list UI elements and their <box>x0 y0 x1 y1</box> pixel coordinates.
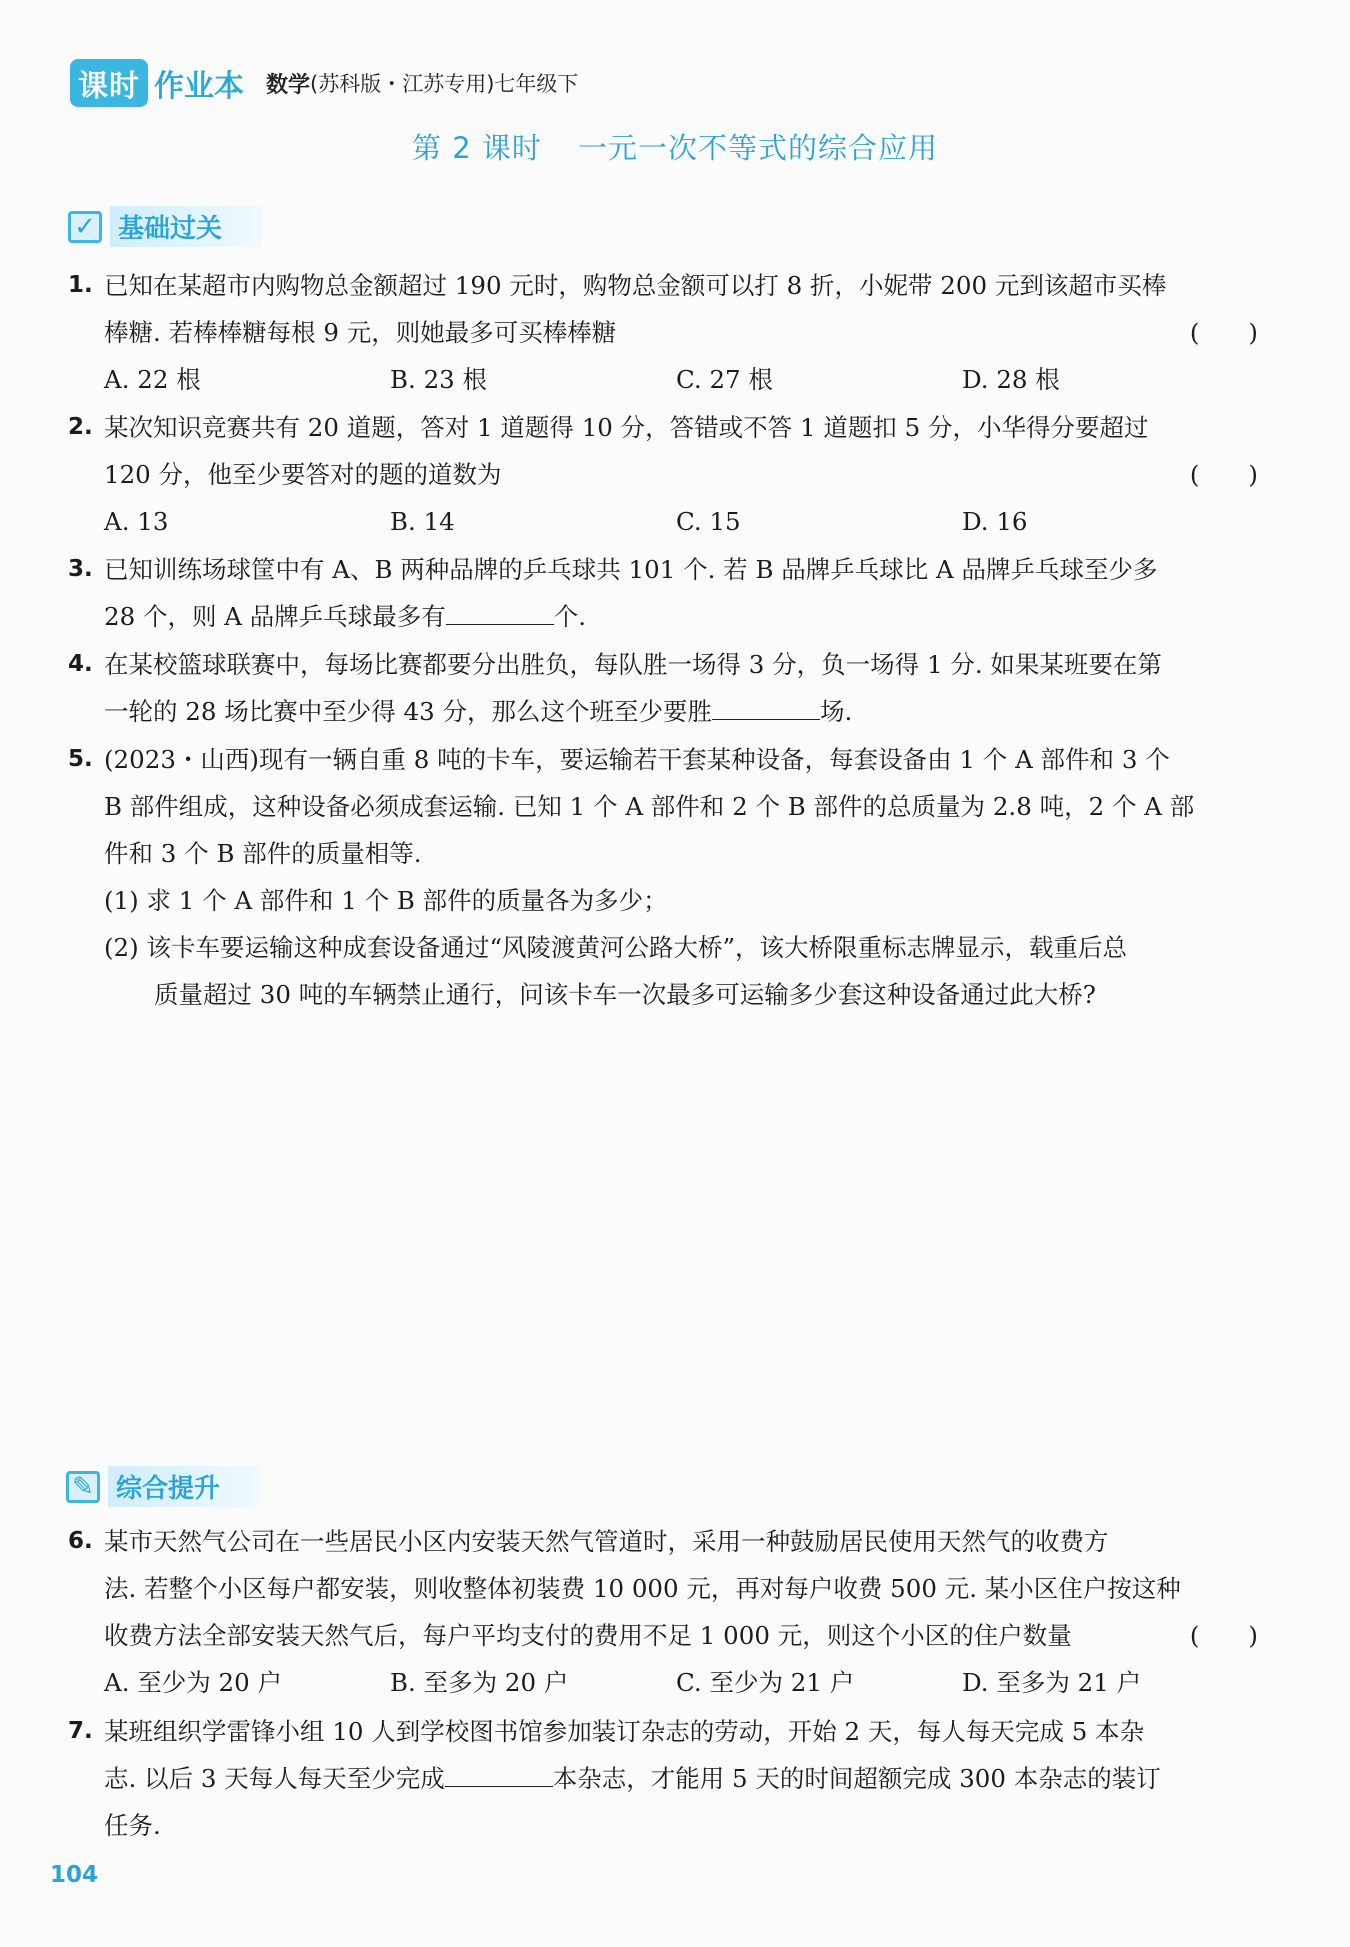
logo-box: 课时 <box>70 59 148 107</box>
book-logo <box>70 59 244 107</box>
page-number: 104 <box>50 1862 99 1888</box>
logo-text: 作业本 <box>154 69 244 104</box>
question-text: (2023・山西)现有一辆自重 8 吨的卡车，要运输若干套某种设备，每套设备由 1 个 A 部件和 3 个 <box>104 745 1170 774</box>
option-b: B. 至多为 20 户 <box>390 1668 569 1697</box>
question-text: 已知训练场球筐中有 A、B 两种品牌的乒乓球共 101 个. 若 B 品牌乒乓球比 A 品牌乒乓球至少多 <box>104 555 1158 584</box>
sub-question-1: (1) 求 1 个 A 部件和 1 个 B 部件的质量各为多少； <box>104 886 668 915</box>
sub-questions <box>104 877 1258 1018</box>
section-basic <box>68 206 262 247</box>
header-subject: 数学 <box>266 72 311 98</box>
option-c: C. 27 根 <box>676 365 773 394</box>
question-text: 120 分，他至少要答对的题的道数为 <box>104 460 502 489</box>
question-text: 法. 若整个小区每户都安装，则收整体初装费 10 000 元，再对每户收费 500 元. 某小区住户按这种 <box>104 1574 1181 1603</box>
question-text: 任务. <box>104 1811 161 1840</box>
answer-blank <box>446 598 554 625</box>
question-text: 本杂志，才能用 5 天的时间超额完成 300 本杂志的装订 <box>552 1764 1161 1793</box>
question-number: 2. <box>68 414 93 440</box>
option-b: B. 14 <box>390 507 455 536</box>
section-basic-label: 基础过关 <box>110 206 262 247</box>
question-number: 7. <box>68 1718 93 1744</box>
checkmark-icon: ✓ <box>68 211 102 243</box>
question-text: 个. <box>553 602 587 631</box>
lesson-topic: 一元一次不等式的综合应用 <box>577 131 938 165</box>
question-number: 4. <box>68 651 93 677</box>
question-text: 志. 以后 3 天每人每天至少完成 <box>104 1764 445 1793</box>
question-text: 某市天然气公司在一些居民小区内安装天然气管道时，采用一种鼓励居民使用天然气的收费方 <box>104 1527 1109 1556</box>
question-text: 收费方法全部安装天然气后，每户平均支付的费用不足 1 000 元，则这个小区的住户数量 <box>104 1621 1072 1650</box>
question-2 <box>68 404 1258 545</box>
question-number: 5. <box>68 746 93 772</box>
options <box>104 498 1258 545</box>
question-number: 6. <box>68 1528 93 1554</box>
option-c: C. 15 <box>676 507 741 536</box>
answer-paren: ( ) <box>1189 460 1258 489</box>
option-d: D. 16 <box>962 507 1028 536</box>
question-text: 在某校篮球联赛中，每场比赛都要分出胜负，每队胜一场得 3 分，负一场得 1 分. 如果某班要在第 <box>104 650 1162 679</box>
option-a: A. 至少为 20 户 <box>104 1668 283 1697</box>
question-number: 3. <box>68 556 93 582</box>
question-5 <box>68 736 1258 1018</box>
question-text: 件和 3 个 B 部件的质量相等. <box>104 839 422 868</box>
option-d: D. 28 根 <box>962 365 1060 394</box>
answer-blank <box>445 1760 553 1787</box>
question-6 <box>68 1518 1258 1706</box>
options <box>104 1659 1258 1706</box>
question-number: 1. <box>68 272 93 298</box>
option-a: A. 22 根 <box>104 365 201 394</box>
question-text: 场. <box>820 697 853 726</box>
section-advanced <box>66 1466 260 1507</box>
option-b: B. 23 根 <box>390 365 488 394</box>
question-text: 一轮的 28 场比赛中至少得 43 分，那么这个班至少要胜 <box>104 697 712 726</box>
question-text: 已知在某超市内购物总金额超过 190 元时，购物总金额可以打 8 折，小妮带 200 元到该超市买棒 <box>104 271 1167 300</box>
option-a: A. 13 <box>104 507 169 536</box>
question-text: 棒糖. 若棒棒糖每根 9 元，则她最多可买棒棒糖 <box>104 318 617 347</box>
sub-question-2-cont: 质量超过 30 吨的车辆禁止通行，问该卡车一次最多可运输多少套这种设备通过此大桥? <box>154 980 1096 1009</box>
question-7 <box>68 1708 1258 1849</box>
lesson-title <box>0 126 1350 167</box>
question-1 <box>68 262 1258 403</box>
question-3 <box>68 546 1258 640</box>
answer-blank <box>712 693 820 720</box>
lesson-number: 第 2 课时 <box>412 131 542 165</box>
section-advanced-label: 综合提升 <box>108 1466 260 1507</box>
question-text: 某班组织学雷锋小组 10 人到学校图书馆参加装订杂志的劳动，开始 2 天，每人每天完成 5 本杂 <box>104 1717 1145 1746</box>
question-4 <box>68 641 1258 735</box>
question-text: B 部件组成，这种设备必须成套运输. 已知 1 个 A 部件和 2 个 B 部件的总质量为 2.8 吨，2 个 A 部 <box>104 792 1195 821</box>
question-text: 28 个，则 A 品牌乒乓球最多有 <box>104 602 446 631</box>
options <box>104 356 1258 403</box>
option-d: D. 至多为 21 户 <box>962 1668 1142 1697</box>
header-edition: (苏科版・江苏专用)七年级下 <box>310 72 579 96</box>
question-text: 某次知识竞赛共有 20 道题，答对 1 道题得 10 分，答错或不答 1 道题扣 5 分，小华得分要超过 <box>104 413 1149 442</box>
answer-paren: ( ) <box>1189 318 1258 347</box>
option-c: C. 至少为 21 户 <box>676 1668 855 1697</box>
answer-paren: ( ) <box>1189 1621 1258 1650</box>
sub-question-2: (2) 该卡车要运输这种成套设备通过“风陵渡黄河公路大桥”，该大桥限重标志牌显示，载重后总 <box>104 933 1128 962</box>
page-header <box>70 58 578 108</box>
pencil-icon: ✎ <box>66 1471 100 1503</box>
